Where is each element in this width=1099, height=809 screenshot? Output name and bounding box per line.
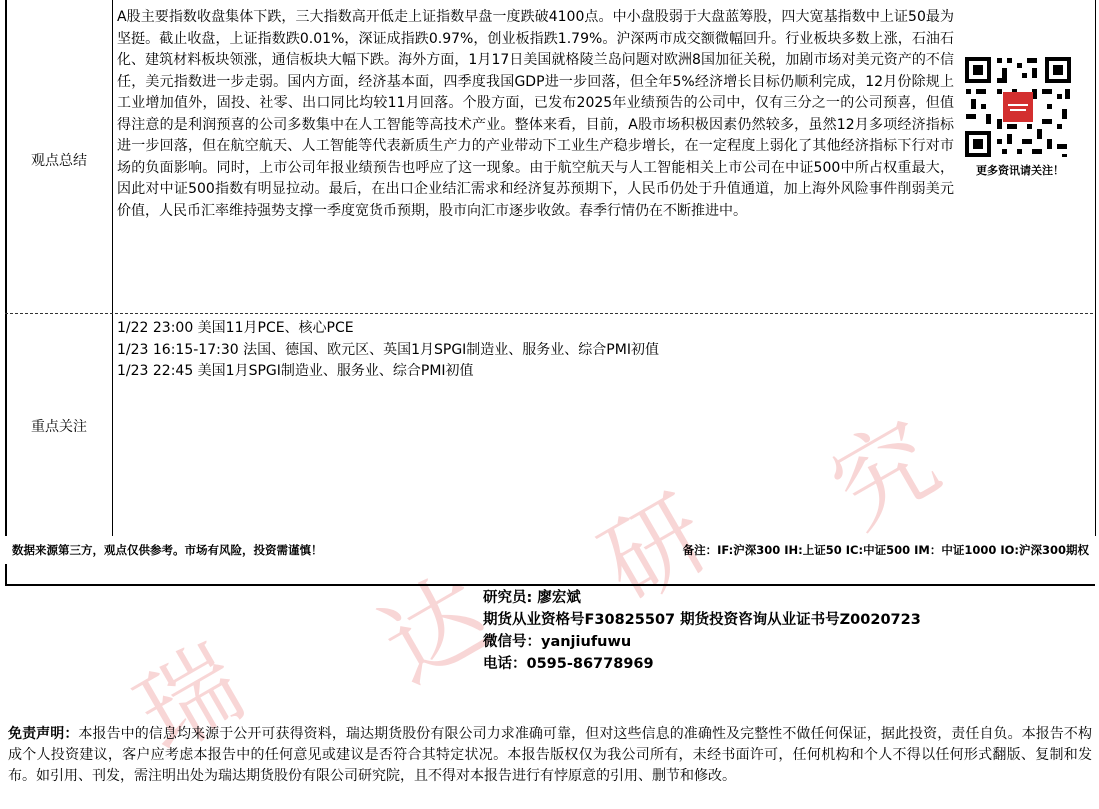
disclaimer-text: 本报告中的信息均来源于公开可获得资料，瑞达期货股份有限公司力求准确可靠，但对这些信息的准确性及完整性不做任何保证，据此投资，责任自负。本报告不构成个人投资建议，客户应考虑本报告中的任何意见或建议是否符合其特定状况。本报告版权仅为我公司所有，未经书面许可，任何机构和个人不得以任何形式翻版、复制和发布。如引用、刊发，需注明出处为瑞达期货股份有限公司研究院，且不得对本报告进行有悖原意的引用、删节和修改。 (8, 726, 1093, 784)
section-bracket (5, 564, 1095, 586)
watermark-char-4: 究 (812, 398, 958, 551)
watermark-char-2: 达 (362, 553, 508, 706)
table-row-divider (5, 313, 1093, 314)
qr-caption: 更多资讯请关注！ (976, 164, 1064, 177)
watermark-char-3: 研 (582, 473, 728, 626)
disclaimer (8, 724, 1092, 787)
event-list (117, 318, 1017, 383)
focus-row-label: 重点关注 (31, 419, 87, 435)
source-note: 数据来源第三方，观点仅供参考。市场有风险，投资需谨慎！ (12, 543, 323, 557)
disclaimer-title: 免责声明： (8, 726, 79, 742)
watermark-char-1: 瑞 (117, 623, 263, 776)
summary-row-label: 观点总结 (31, 153, 87, 169)
summary-text: A股主要指数收盘集体下跌，三大指数高开低走上证指数早盘一度跌破4100点。中小盘股弱于大盘蓝筹股，四大宽基指数中上证50最为坚挺。截止收盘，上证指数跌0.01%，深证成指跌0.97%，创业板指跌1.79%。沪深两市成交额微幅回升。行业板块多数上涨，石油石化、建筑材料板块领涨，通信板块大幅下跌。海外方面，1月17日美国就格陵兰岛问题对欧洲8国加征关税，加剧市场对美元资产的不信任，美元指数进一步走弱。国内方面，经济基本面，四季度我国GDP进一步回落，但全年5%经济增长目标仍顺利完成，12月份除规上工业增加值外，固投、社零、出口同比均较11月回落。个股方面，已发布2025年业绩预告的公司中，仅有三分之一的公司预喜，但值得注意的是利润预喜的公司多数集中在人工智能等高技术产业。整体来看，目前，A股市场积极因素仍然较多，虽然12月多项经济指标进一步回落，但在航空航天、人工智能等代表新质生产力的产业带动下工业生产稳步增长，在一定程度上弱化了其他经济指标下行对市场的负面影响。同时，上市公司年报业绩预告也呼应了这一现象。由于航空航天与人工智能相关上市公司在中证500中所占权重最大，因此对中证500指数有明显拉动。最后，在出口企业结汇需求和经济复苏预期下，人民币仍处于升值通道，加上海外风险事件削弱美元价值，人民币汇率维持强势支撑一季度宽货币预期，股市向汇市逐步收敛。春季行情仍在不断推进中。 (117, 9, 954, 219)
event-item: 1/22 23:00 美国11月PCE、核心PCE (117, 320, 354, 336)
qr-code-icon (963, 55, 1073, 159)
researcher-name: 研究员: 廖宏斌 (483, 590, 581, 606)
table-column-divider (112, 0, 113, 536)
researcher-info (483, 587, 921, 675)
event-item: 1/23 22:45 美国1月SPGI制造业、服务业、综合PMI初值 (117, 363, 474, 379)
researcher-wechat: 微信号：yanjiufuwu (483, 634, 632, 650)
researcher-license: 期货从业资格号F30825507 期货投资咨询从业证书号Z0020723 (483, 612, 921, 628)
legend-note: 备注：IF:沪深300 IH:上证50 IC:中证500 IM：中证1000 IO:沪深300期权 (682, 543, 1089, 557)
event-item: 1/23 16:15-17:30 法国、德国、欧元区、英国1月SPGI制造业、服务业、综合PMI初值 (117, 341, 659, 358)
researcher-phone: 电话：0595-86778969 (483, 656, 654, 672)
